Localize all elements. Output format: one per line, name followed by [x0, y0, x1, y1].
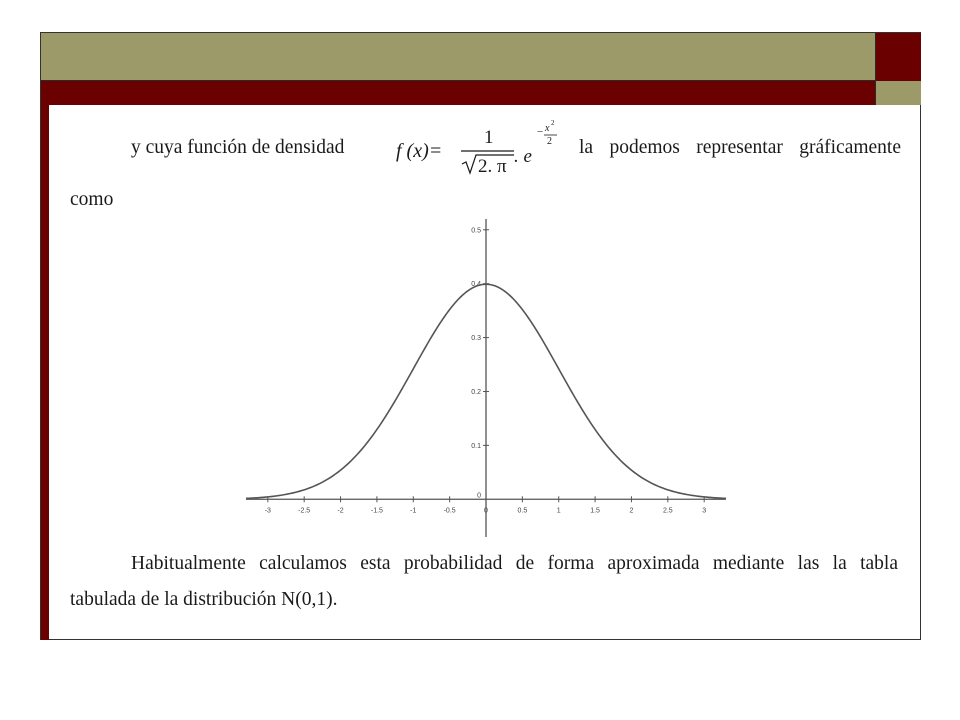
- x-tick-label: -2: [337, 507, 344, 515]
- formula-lhs: f (x)=: [396, 140, 443, 162]
- x-tick-label: -1.5: [370, 507, 383, 515]
- x-tick-label: 3: [702, 507, 707, 515]
- top-right-decor-block: [875, 33, 921, 81]
- formula-mult-e: . e: [514, 146, 532, 167]
- left-accent-bar: [41, 105, 49, 640]
- intro-text-como: como: [70, 189, 114, 210]
- x-tick-label: 0.5: [517, 507, 528, 515]
- y-tick-label: 0.4: [471, 281, 481, 289]
- x-tick-label: -2.5: [298, 507, 311, 515]
- exponent-power: 2: [551, 119, 555, 127]
- body-paragraph-line1: Habitualmente calculamos esta probabilidad de forma aproximada mediante las la tabla: [131, 553, 898, 574]
- density-formula: [396, 117, 566, 179]
- x-tick-label: -0.5: [443, 507, 456, 515]
- exponent-sign: −: [537, 126, 544, 138]
- y-tick-label: 0.1: [471, 442, 481, 450]
- x-tick-label: 2.5: [662, 507, 673, 515]
- y-tick-label: 0.3: [471, 335, 481, 343]
- formula-radicand: 2. π: [478, 156, 507, 177]
- y-tick-label: 0.2: [471, 388, 481, 396]
- exponent-numerator: x: [545, 123, 550, 134]
- exponent-denominator: 2: [547, 136, 552, 147]
- intro-text-tail: la podemos representar gráficamente: [579, 137, 901, 158]
- body-paragraph-line2: tabulada de la distribución N(0,1).: [70, 589, 338, 610]
- x-tick-label: 1: [556, 507, 561, 515]
- x-tick-label: 2: [629, 507, 634, 515]
- top-decor-band: [41, 33, 875, 81]
- formula-numerator: 1: [484, 127, 494, 148]
- mid-right-decor-block: [875, 81, 921, 105]
- y-tick-label: 0: [477, 492, 481, 500]
- x-tick-label: -1: [410, 507, 417, 515]
- intro-text: y cuya función de densidad: [131, 137, 345, 158]
- slide: [40, 32, 921, 640]
- x-tick-label: 1.5: [590, 507, 600, 515]
- y-tick-label: 0.5: [471, 227, 481, 235]
- x-tick-label: -3: [264, 507, 271, 515]
- title-underline-band: [41, 81, 875, 105]
- normal-distribution-chart: [241, 213, 731, 543]
- chart-axes: [246, 219, 726, 537]
- x-tick-label: 0: [484, 507, 488, 515]
